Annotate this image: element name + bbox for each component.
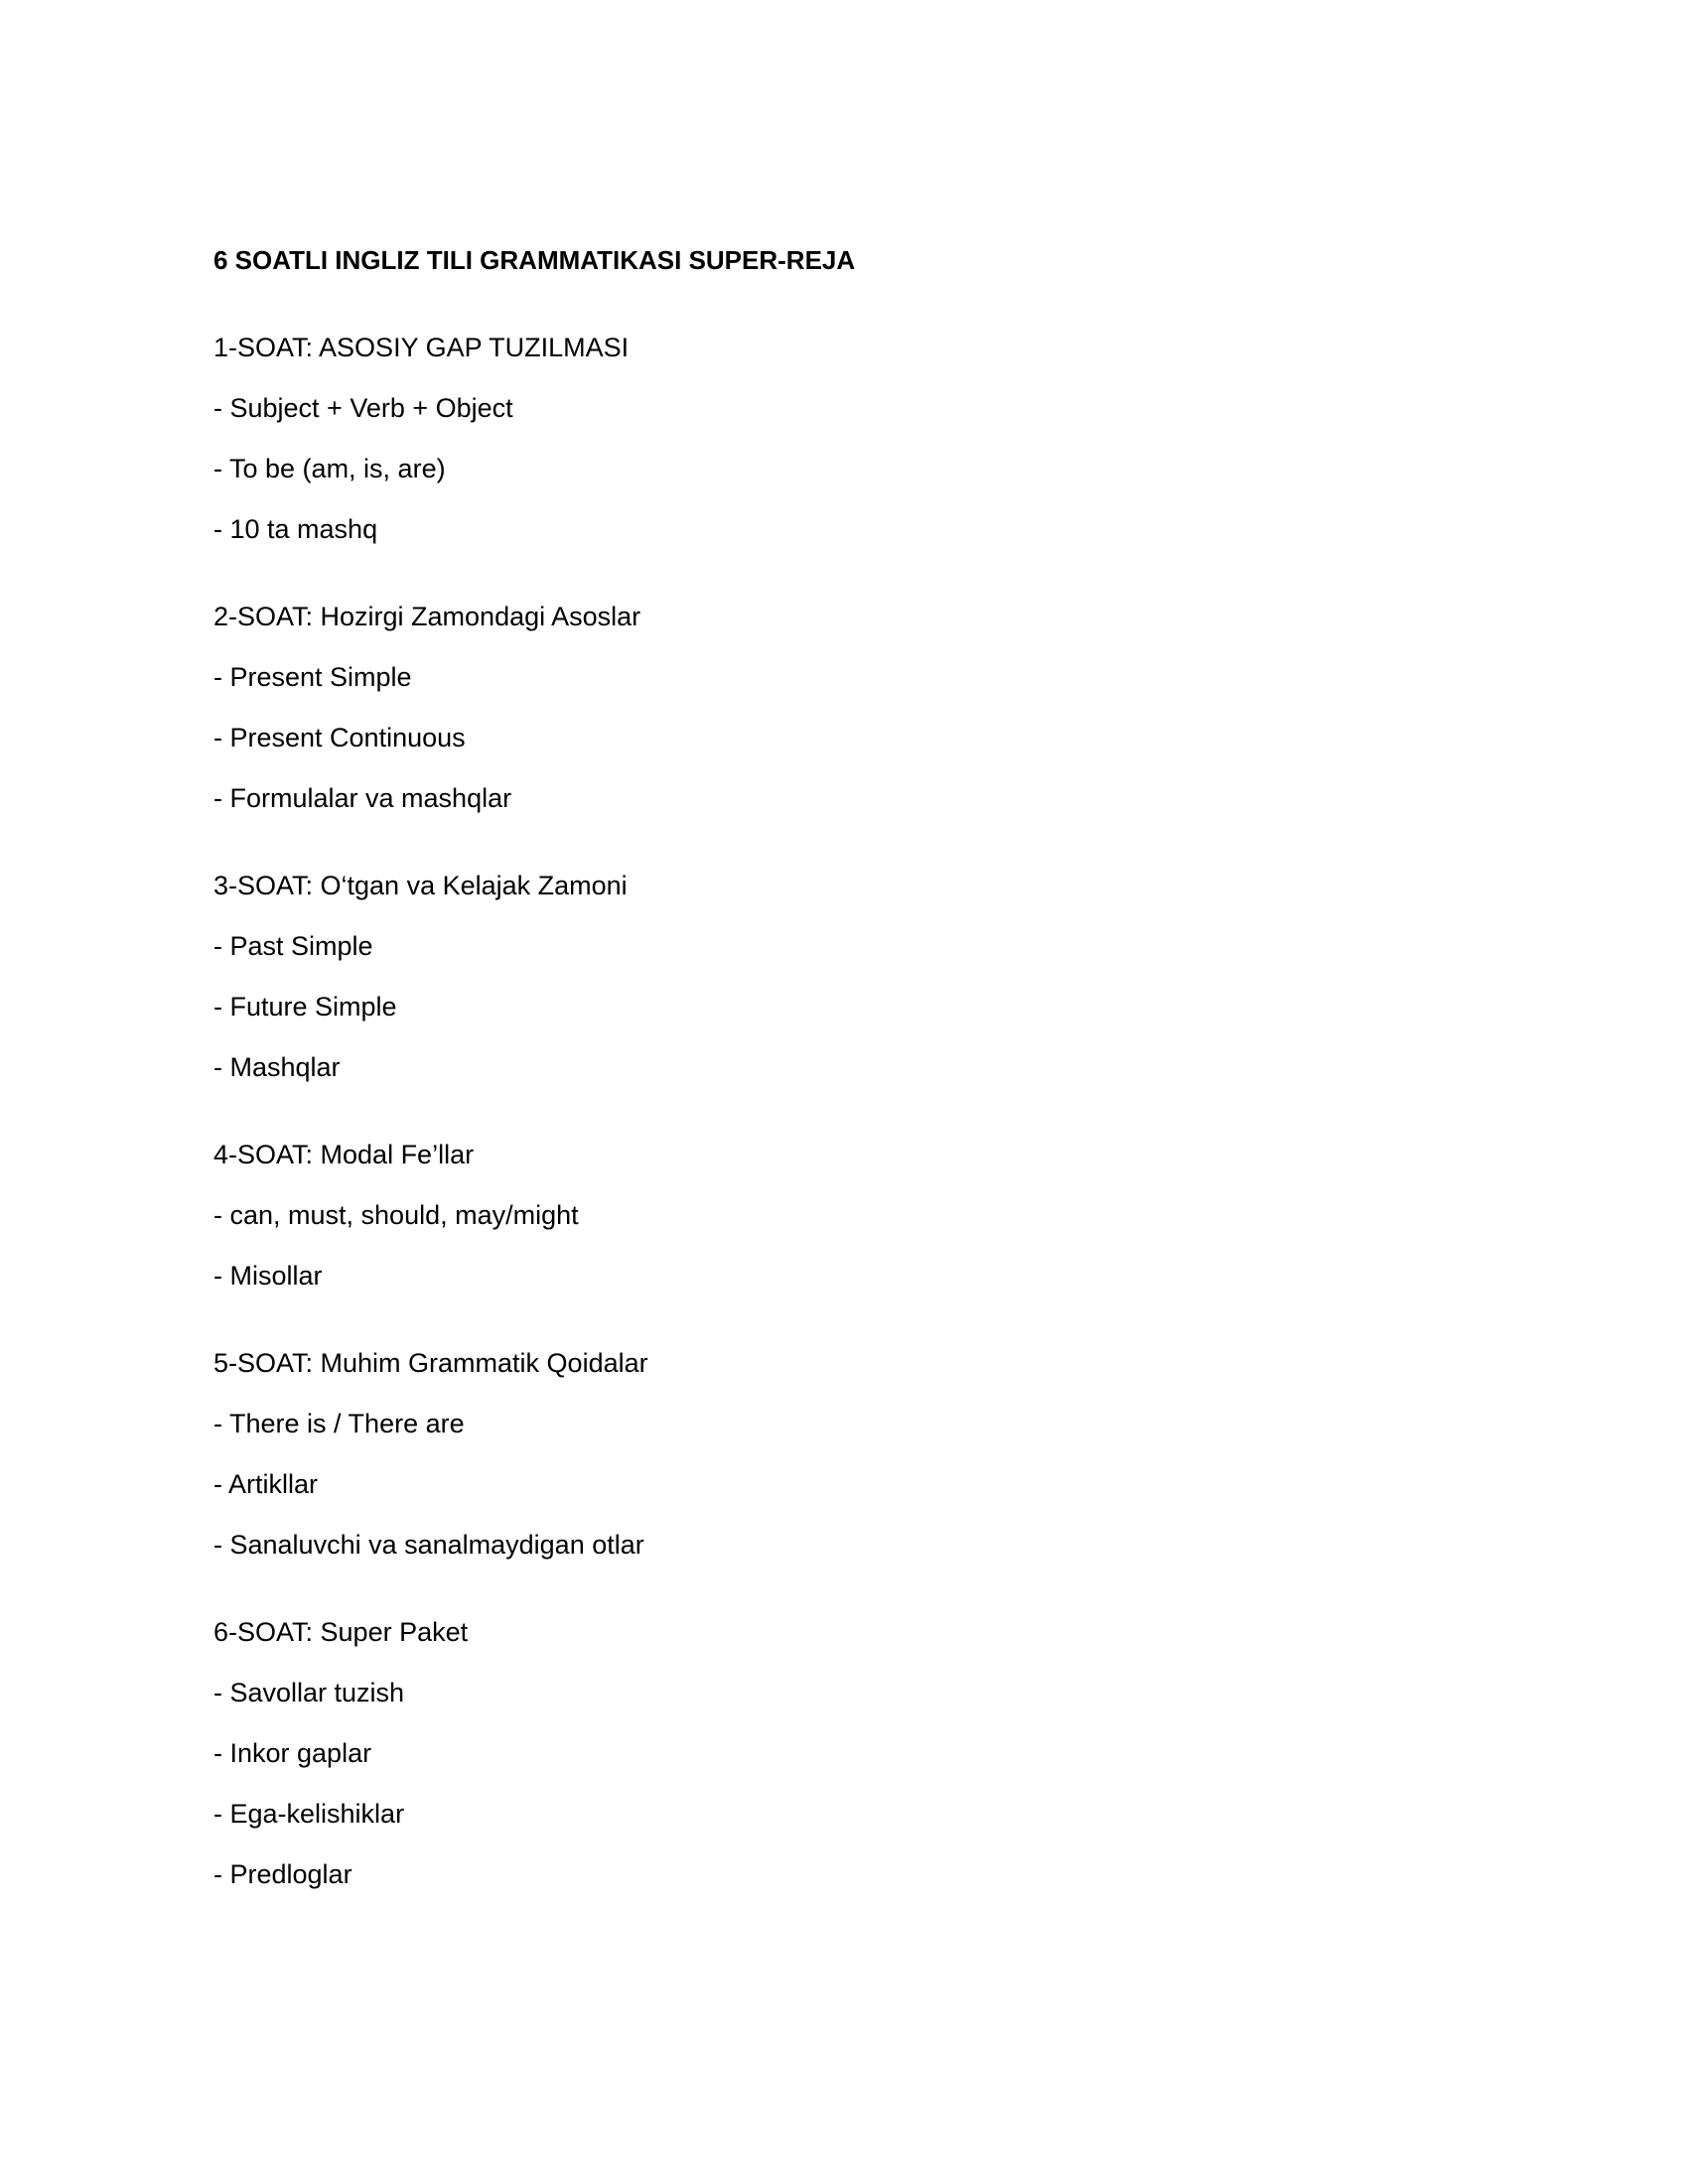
list-item: - There is / There are: [213, 1409, 465, 1438]
section-heading: 1-SOAT: ASOSIY GAP TUZILMASI: [213, 333, 630, 362]
list-item: - 10 ta mashq: [213, 514, 378, 544]
section-heading: 3-SOAT: O‘tgan va Kelajak Zamoni: [213, 871, 628, 900]
section-hour-4: [213, 1137, 1475, 1294]
section-hour-5: [213, 1345, 1475, 1563]
list-item: - Savollar tuzish: [213, 1678, 405, 1707]
list-item: - Sanaluvchi va sanalmaydigan otlar: [213, 1530, 644, 1560]
document-title: 6 SOATLI INGLIZ TILI GRAMMATIKASI SUPER-REJA: [213, 245, 856, 275]
section-hour-1: [213, 330, 1475, 547]
section-hour-2: [213, 599, 1475, 816]
list-item: - Ega-kelishiklar: [213, 1799, 405, 1829]
list-item: - Artikllar: [213, 1469, 319, 1499]
list-item: - Past Simple: [213, 931, 373, 961]
list-item: - can, must, should, may/might: [213, 1200, 579, 1230]
list-item: - Inkor gaplar: [213, 1738, 372, 1768]
list-item: - Subject + Verb + Object: [213, 393, 513, 423]
section-hour-6: [213, 1614, 1475, 1892]
list-item: - Formulalar va mashqlar: [213, 783, 512, 813]
section-heading: 4-SOAT: Modal Fe’llar: [213, 1140, 475, 1169]
list-item: - To be (am, is, are): [213, 454, 446, 483]
list-item: - Present Continuous: [213, 723, 466, 752]
list-item: - Mashqlar: [213, 1052, 341, 1082]
list-item: - Predloglar: [213, 1859, 352, 1889]
list-item: - Present Simple: [213, 662, 412, 692]
list-item: - Misollar: [213, 1261, 323, 1291]
section-heading: 2-SOAT: Hozirgi Zamondagi Asoslar: [213, 602, 641, 631]
list-item: - Future Simple: [213, 992, 397, 1022]
section-hour-3: [213, 868, 1475, 1085]
document-page: [213, 242, 1475, 1892]
section-heading: 5-SOAT: Muhim Grammatik Qoidalar: [213, 1348, 648, 1378]
section-heading: 6-SOAT: Super Paket: [213, 1617, 469, 1647]
